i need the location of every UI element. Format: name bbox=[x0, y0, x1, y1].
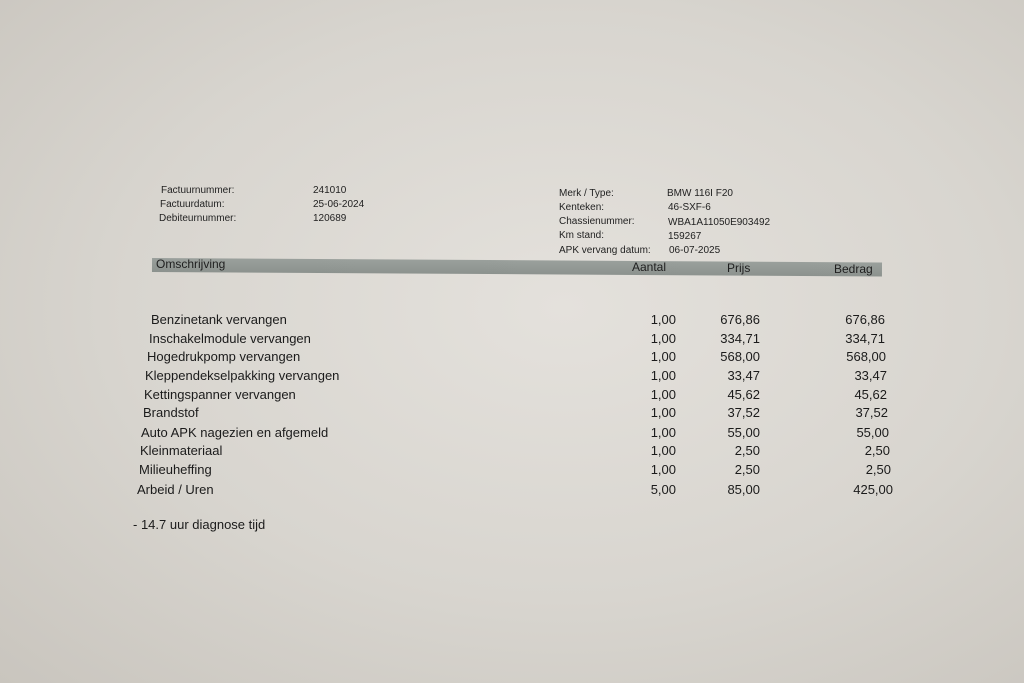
row-description: Milieuheffing bbox=[139, 462, 212, 477]
row-description: Kleppendekselpakking vervangen bbox=[145, 368, 340, 383]
invoice-date-value: 25-06-2024 bbox=[313, 199, 365, 210]
row-amount: 568,00 bbox=[846, 349, 886, 364]
row-price: 37,52 bbox=[727, 405, 760, 420]
row-amount: 37,52 bbox=[855, 405, 888, 420]
row-description: Kettingspanner vervangen bbox=[144, 387, 296, 402]
table-row bbox=[0, 387, 1024, 405]
debtor-number-value: 120689 bbox=[313, 213, 347, 224]
header-quantity: Aantal bbox=[632, 260, 667, 274]
chassis-number-value: WBA1A11050E903492 bbox=[668, 217, 771, 228]
invoice-number-label: Factuurnummer: bbox=[161, 185, 235, 196]
license-plate-value: 46-SXF-6 bbox=[668, 202, 711, 213]
row-quantity: 1,00 bbox=[650, 443, 676, 458]
row-quantity: 1,00 bbox=[650, 312, 676, 327]
header-price: Prijs bbox=[727, 261, 751, 275]
row-price: 676,86 bbox=[720, 312, 760, 327]
table-row bbox=[0, 462, 1024, 480]
make-type-value: BMW 116I F20 bbox=[667, 188, 733, 199]
apk-date-value: 06-07-2025 bbox=[669, 245, 721, 256]
table-row bbox=[0, 312, 1024, 330]
invoice-date-label: Factuurdatum: bbox=[160, 199, 225, 210]
row-quantity: 1,00 bbox=[650, 368, 676, 383]
row-price: 33,47 bbox=[727, 368, 760, 383]
row-description: Hogedrukpomp vervangen bbox=[147, 349, 301, 364]
table-row bbox=[0, 331, 1024, 349]
row-quantity: 1,00 bbox=[650, 387, 676, 402]
row-quantity: 1,00 bbox=[650, 349, 676, 364]
row-amount: 425,00 bbox=[853, 482, 893, 497]
row-amount: 334,71 bbox=[845, 331, 885, 346]
table-row bbox=[0, 349, 1024, 367]
mileage-label: Km stand: bbox=[559, 230, 605, 241]
row-amount: 45,62 bbox=[854, 387, 887, 402]
row-quantity: 5,00 bbox=[650, 482, 676, 497]
apk-date-label: APK vervang datum: bbox=[559, 245, 651, 256]
row-price: 55,00 bbox=[727, 425, 760, 440]
license-plate-label: Kenteken: bbox=[559, 202, 605, 213]
table-header-bar bbox=[152, 258, 882, 276]
diagnosis-note: - 14.7 uur diagnose tijd bbox=[133, 517, 266, 532]
row-description: Arbeid / Uren bbox=[137, 482, 214, 497]
row-quantity: 1,00 bbox=[650, 462, 676, 477]
row-price: 334,71 bbox=[720, 331, 760, 346]
mileage-value: 159267 bbox=[668, 231, 702, 242]
row-amount: 676,86 bbox=[845, 312, 885, 327]
row-price: 85,00 bbox=[727, 482, 760, 497]
header-amount: Bedrag bbox=[834, 262, 873, 276]
row-quantity: 1,00 bbox=[650, 331, 676, 346]
row-amount: 2,50 bbox=[864, 443, 890, 458]
row-description: Auto APK nagezien en afgemeld bbox=[141, 425, 329, 440]
header-description: Omschrijving bbox=[156, 257, 226, 271]
row-description: Inschakelmodule vervangen bbox=[149, 331, 311, 346]
table-row bbox=[0, 368, 1024, 386]
make-type-label: Merk / Type: bbox=[559, 188, 614, 199]
row-description: Kleinmateriaal bbox=[140, 443, 223, 458]
table-row bbox=[0, 443, 1024, 461]
row-price: 2,50 bbox=[734, 443, 760, 458]
row-price: 568,00 bbox=[720, 349, 760, 364]
table-row bbox=[0, 425, 1024, 443]
row-quantity: 1,00 bbox=[650, 425, 676, 440]
invoice-number-value: 241010 bbox=[313, 185, 347, 196]
row-price: 45,62 bbox=[727, 387, 760, 402]
row-quantity: 1,00 bbox=[650, 405, 676, 420]
table-row bbox=[0, 482, 1024, 500]
row-amount: 33,47 bbox=[854, 368, 887, 383]
row-description: Benzinetank vervangen bbox=[151, 312, 287, 327]
row-amount: 55,00 bbox=[856, 425, 889, 440]
table-row bbox=[0, 405, 1024, 423]
debtor-number-label: Debiteurnummer: bbox=[159, 213, 237, 224]
chassis-number-label: Chassienummer: bbox=[559, 216, 635, 227]
row-amount: 2,50 bbox=[865, 462, 891, 477]
row-description: Brandstof bbox=[143, 405, 199, 420]
row-price: 2,50 bbox=[734, 462, 760, 477]
